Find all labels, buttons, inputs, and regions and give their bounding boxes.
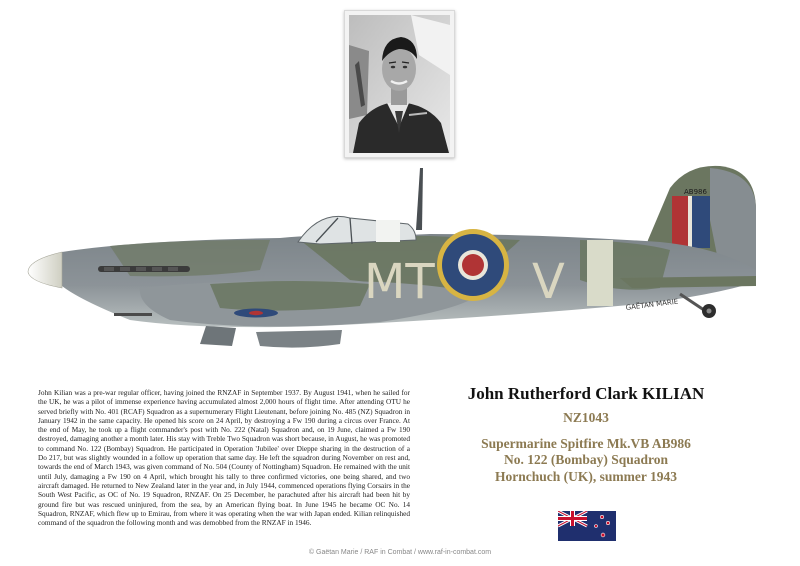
fin-flash-white (688, 196, 692, 248)
antenna-mast (416, 168, 423, 230)
new-zealand-flag-icon (558, 511, 616, 541)
union-jack-canton (558, 511, 587, 526)
canopy-rear-panel (376, 220, 400, 242)
pilot-name: John Rutherford Clark KILIAN (467, 384, 705, 403)
pilot-portrait-photo (344, 10, 455, 158)
exhaust-stubs (98, 266, 190, 272)
wing-roundel (234, 309, 278, 318)
radiator (256, 330, 342, 348)
propeller-spinner (28, 252, 62, 288)
location-date: Hornchuch (UK), summer 1943 (495, 468, 677, 484)
aircraft-individual-letter: V (532, 254, 565, 310)
portrait-image (349, 15, 450, 153)
gun-barrel (114, 313, 152, 316)
pilot-info-block (440, 384, 732, 485)
fin-flash-red (672, 196, 688, 248)
tail-wheel-hub (707, 309, 712, 314)
fin-flash-blue (692, 196, 710, 248)
pilot-biography: John Kilian was a pre-war regular officer, having joined the RNZAF in September 1937. By August 1941, when he sailed for the UK, he was a pilot of immense experience having accumulated almost 2,000 hours of flight time. After attending OTU he served briefly with No. 401 (RCAF) Squadron as a supernumerary Flight Lieutenant, before joining No. 485 (NZ) Squadron in January 1942 in the same capacity. He opened his score on 24 April, by destroying a Fw 190 during a circus over France. At the end of May, he took up a flight commander's post with No. 222 (Natal) Squadron and, on 19 June, claimed a Fw 190 destroyed, damaging another a month later. His stay with Treble Two Squadron was short because, in August, he was promoted to command No. 122 (Bombay) Squadron. He participated in Operation 'Jubilee' over Dieppe sharing in the destruction of a Do 217, but was slightly wounded in a follow up operation that same day. He left the squadron during November on rest and, towards the end of March 1943, was given command of No. 504 (County of Nottingham) Squadron. He remained with the unit until July, damaging a Fw 190 on 4 April, which brought his tally to three confirmed victories, one being shared, and two aircraft damaged. He returned to New Zealand later in the year and, in July 1944, commenced operations flying Corsairs in the South West Pacific, as OC of No. 19 Squadron, RNZAF. On 25 December, he parachuted after his aircraft had been hit by ground fire but was rescued uninjured, from the sea, by an American flying boat. In June 1945 he became OC No. 14 Squadron, RNZAF, which flew up to Emirau, from where it was operating when the war with Japan ended. Kilian relinquished command of the squadron the following month and was demobbed from the RNZAF in 1946. (38, 388, 410, 528)
sky-fuselage-band (587, 240, 613, 306)
wing-green-camo (210, 281, 370, 311)
copyright-credit: © Gaëtan Marie / RAF in Combat / www.raf-in-combat.com (308, 549, 492, 556)
aircraft-type: Supermarine Spitfire Mk.VB AB986 (481, 435, 691, 451)
service-number: NZ1043 (563, 410, 609, 425)
spitfire-profile-illustration (20, 160, 770, 365)
fuselage-roundel (437, 229, 509, 301)
squadron-code-letters: MT (364, 254, 435, 310)
artist-signature: GAËTAN MARIE (625, 297, 679, 312)
tail-serial: AB986 (684, 188, 707, 196)
squadron-name: No. 122 (Bombay) Squadron (503, 452, 669, 467)
tailplane (620, 276, 756, 288)
undercarriage (200, 326, 236, 346)
